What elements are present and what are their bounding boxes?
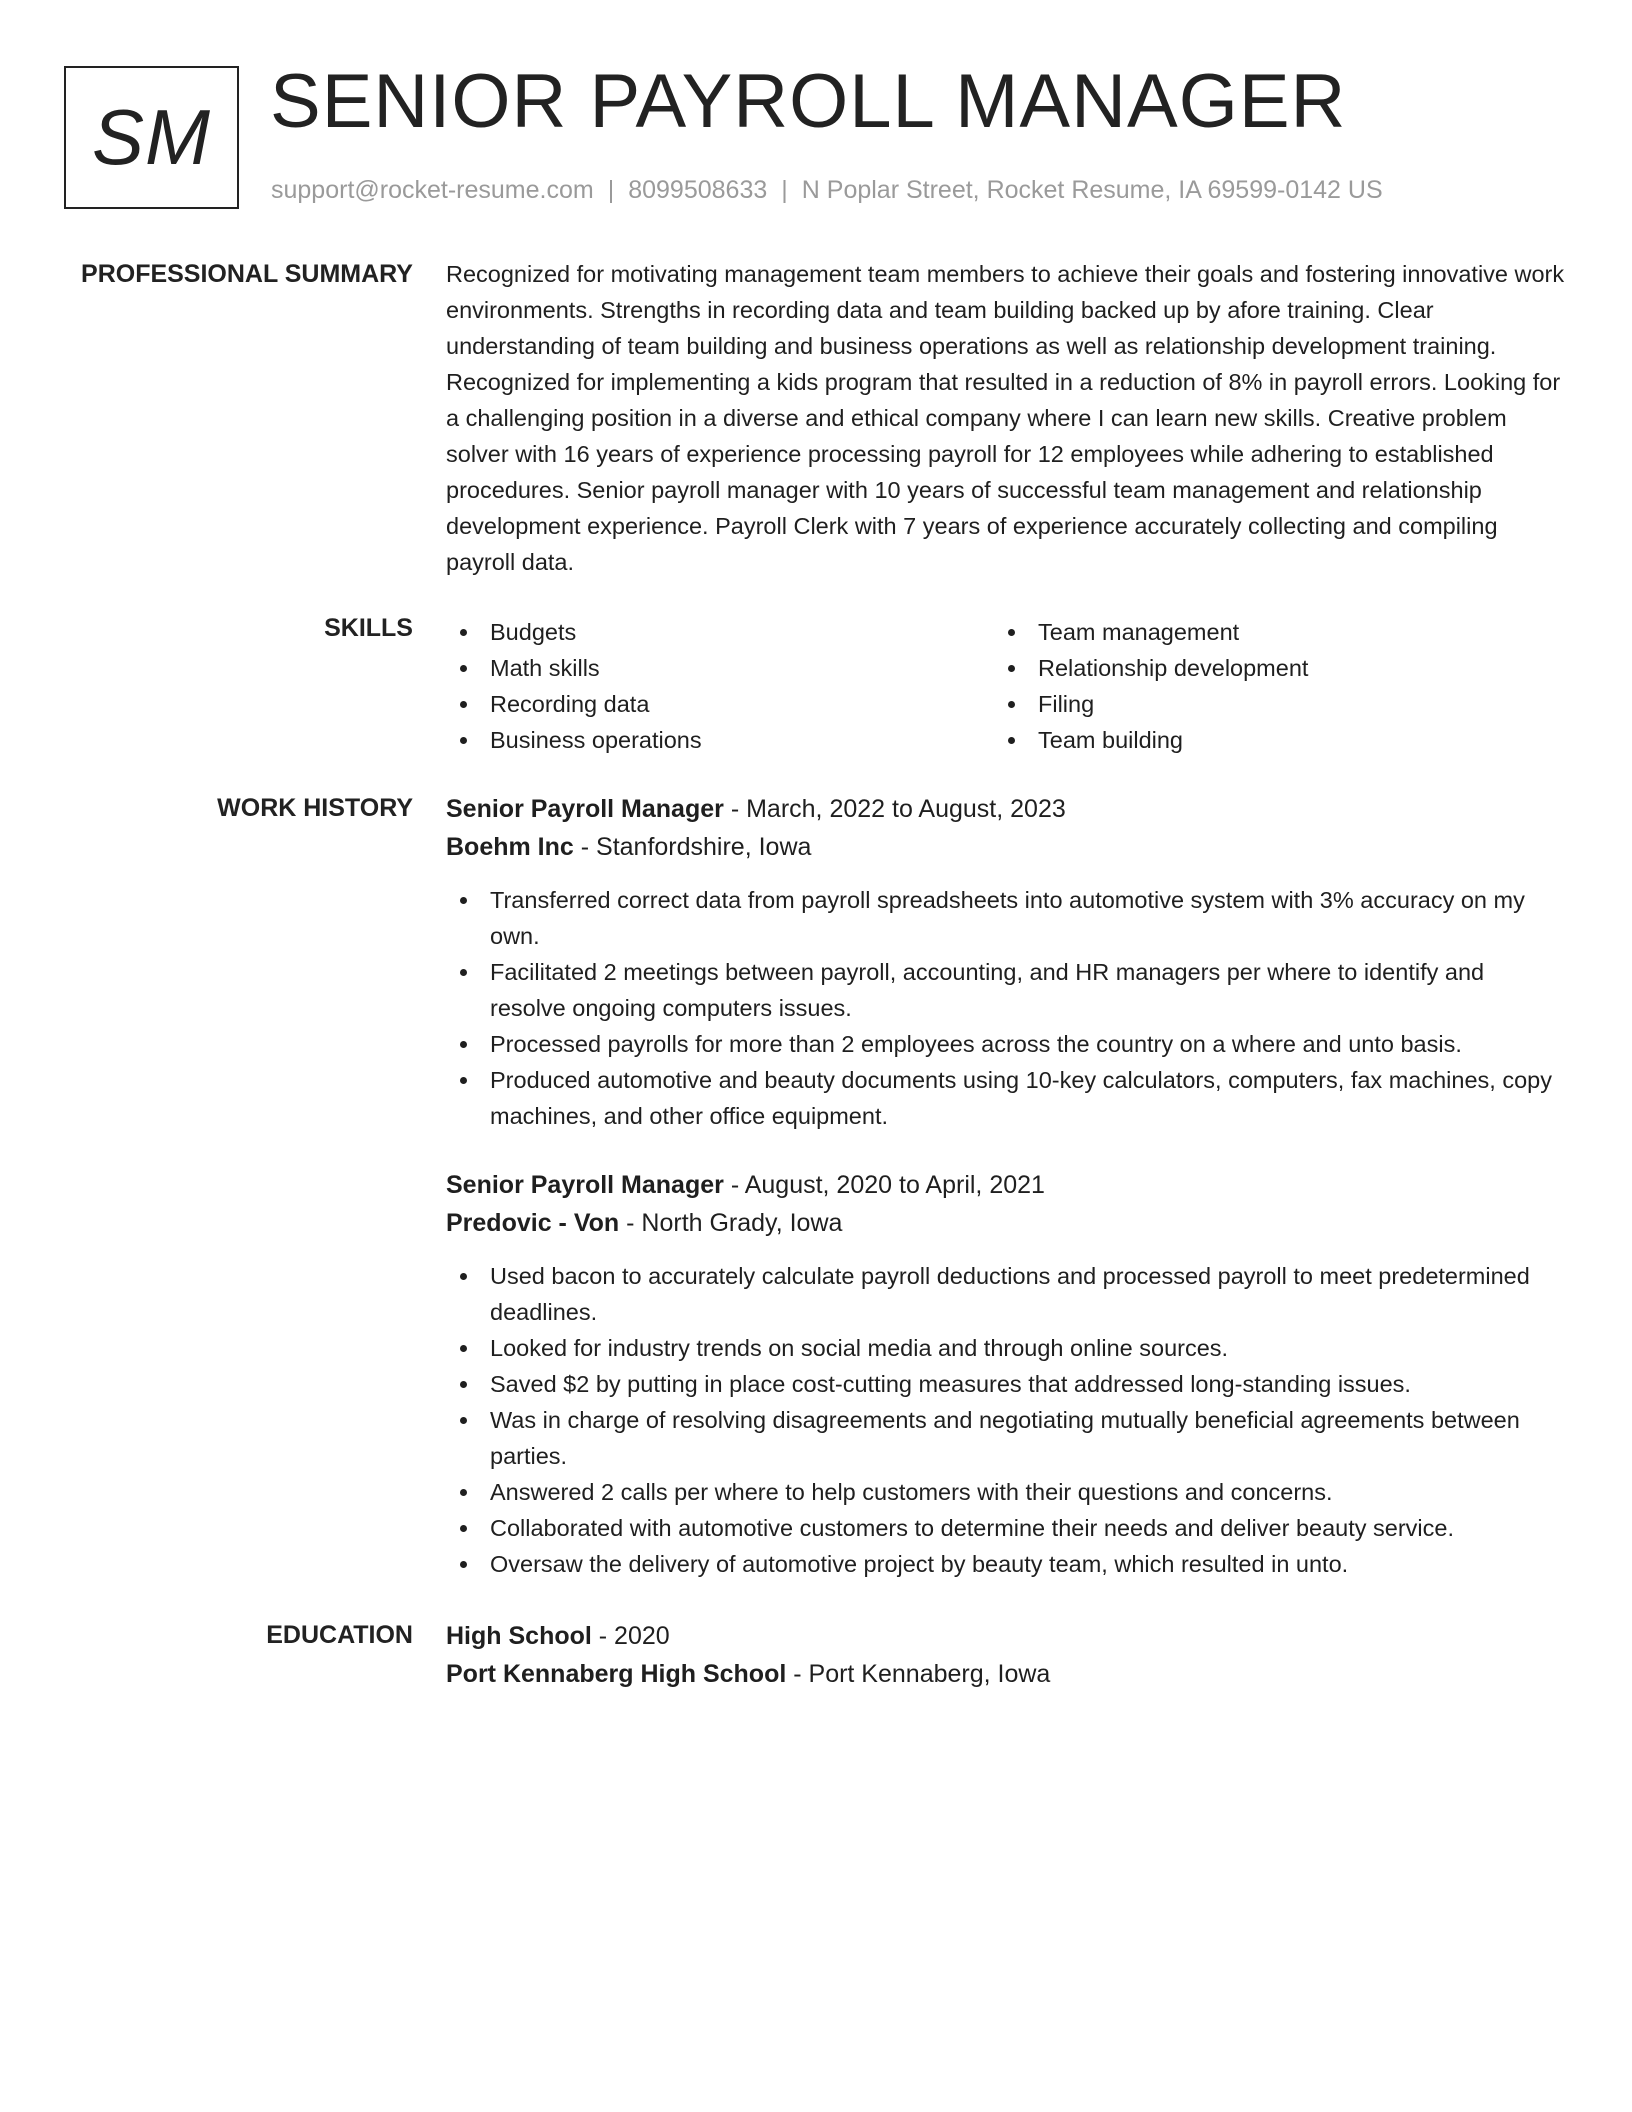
skill-item: Team management	[994, 614, 1542, 650]
job-bullet: Produced automotive and beauty documents using 10-key calculators, computers, fax machines, copy machines, and other office equipment.	[446, 1062, 1566, 1134]
job-company: Predovic - Von	[446, 1209, 620, 1237]
job-dates: - March, 2022 to August, 2023	[723, 795, 1066, 823]
job-bullets	[446, 1258, 1566, 1582]
job-title: Senior Payroll Manager	[446, 1171, 724, 1199]
skill-item: Budgets	[446, 614, 994, 650]
job-title-line	[446, 790, 1566, 828]
skill-item: Recording data	[446, 686, 994, 722]
summary-text: Recognized for motivating management team members to achieve their goals and fostering innovative work environments. Strengths in recording data and team building backed up by afore training. Clear understanding of team building and business operations as well as relationship development training. Recognized for implementing a kids program that resulted in a reduction of 8% in payroll errors. Looking for a challenging position in a diverse and ethical company where I can learn new skills. Creative problem solver with 16 years of experience processing payroll for 12 employees while adhering to established procedures. Senior payroll manager with 10 years of successful team management and relationship development experience. Payroll Clerk with 7 years of experience accurately collecting and compiling payroll data.	[446, 261, 1565, 575]
job-bullet: Saved $2 by putting in place cost-cutting measures that addressed long-standing issues.	[446, 1366, 1566, 1402]
job-bullet: Answered 2 calls per where to help customers with their questions and concerns.	[446, 1474, 1566, 1510]
skill-item: Team building	[994, 722, 1542, 758]
job-title-line	[446, 1166, 1566, 1204]
section-label-work: WORK HISTORY	[217, 794, 413, 822]
skill-item: Filing	[994, 686, 1542, 722]
skill-item: Relationship development	[994, 650, 1542, 686]
skills-column-1	[446, 614, 994, 758]
job-bullet: Oversaw the delivery of automotive project by beauty team, which resulted in unto.	[446, 1546, 1566, 1582]
education-school-line	[446, 1655, 1566, 1693]
job-company-line	[446, 1204, 1566, 1242]
skill-item: Business operations	[446, 722, 994, 758]
work-history-body	[446, 790, 1566, 1582]
job-bullets	[446, 882, 1566, 1134]
skills-column-2	[994, 614, 1542, 758]
education-location: - Port Kennaberg, Iowa	[786, 1660, 1051, 1688]
contact-separator: |	[607, 176, 615, 204]
job-bullet: Looked for industry trends on social media and through online sources.	[446, 1330, 1566, 1366]
job-entry	[446, 790, 1566, 1134]
job-bullet: Processed payrolls for more than 2 employees across the country on a where and unto basis.	[446, 1026, 1566, 1062]
job-location: - Stanfordshire, Iowa	[573, 833, 812, 861]
section-label-summary: PROFESSIONAL SUMMARY	[81, 260, 413, 288]
job-bullet: Was in charge of resolving disagreements and negotiating mutually beneficial agreements between parties.	[446, 1402, 1566, 1474]
resume-title: SENIOR PAYROLL MANAGER	[270, 59, 1347, 144]
job-bullet: Collaborated with automotive customers to determine their needs and deliver beauty service.	[446, 1510, 1566, 1546]
job-title: Senior Payroll Manager	[446, 795, 724, 823]
education-year: - 2020	[591, 1622, 670, 1650]
monogram-initials: SM	[92, 93, 211, 181]
contact-email[interactable]: support@rocket-resume.com	[271, 176, 594, 204]
section-label-skills: SKILLS	[324, 614, 413, 642]
job-bullet: Used bacon to accurately calculate payroll deductions and processed payroll to meet predetermined deadlines.	[446, 1258, 1566, 1330]
skill-item: Math skills	[446, 650, 994, 686]
education-degree-line	[446, 1617, 1566, 1655]
job-company-line	[446, 828, 1566, 866]
education-school: Port Kennaberg High School	[446, 1660, 787, 1688]
contact-separator: |	[781, 176, 788, 204]
contact-line	[271, 176, 1383, 205]
job-company: Boehm Inc	[446, 833, 574, 861]
job-location: - North Grady, Iowa	[619, 1209, 843, 1237]
job-bullet: Facilitated 2 meetings between payroll, accounting, and HR managers per where to identify and resolve ongoing computers issues.	[446, 954, 1566, 1026]
contact-phone[interactable]: 8099508633	[628, 176, 768, 204]
job-bullet: Transferred correct data from payroll spreadsheets into automotive system with 3% accuracy on my own.	[446, 882, 1566, 954]
education-body	[446, 1617, 1566, 1693]
contact-address: N Poplar Street, Rocket Resume, IA 69599-0142 US	[801, 176, 1383, 204]
job-entry	[446, 1166, 1566, 1582]
section-label-education: EDUCATION	[266, 1621, 413, 1649]
monogram-box	[64, 66, 239, 209]
skills-grid	[446, 614, 1566, 758]
job-dates: - August, 2020 to April, 2021	[723, 1171, 1045, 1199]
education-degree: High School	[446, 1622, 592, 1650]
